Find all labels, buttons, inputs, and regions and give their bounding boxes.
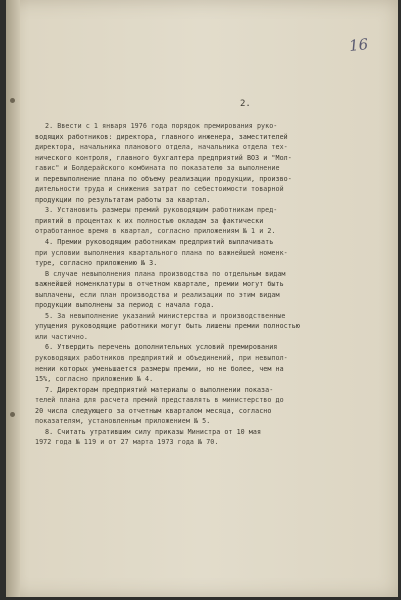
paragraph-6-line: руководящих работников предприятий и объединений, при невыпол- [35,354,288,363]
document-body [35,121,370,448]
paragraph-6-line: нении которых уменьшается размеры премии, но не более, чем на [35,364,284,373]
paragraph-6-line: 6. Утвердить перечень дополнительных условий премирования [45,343,278,352]
paragraph-7-line: показателям, установленным приложением № 5. [35,417,211,426]
page-number: 2. [240,99,251,109]
paragraph-1-line: продукции по результатам работы за квартал. [35,195,211,204]
paragraph-1-line: нического контроля, главного бухгалтера предприятий ВОЗ и "Мол- [35,153,292,162]
paragraph-1-line: директора, начальника планового отдела, начальника отдела тех- [35,143,288,152]
folio-number: 16 [348,35,369,55]
binding-edge [6,0,20,597]
paragraph-4-line: В случае невыполнения плана производства по отдельным видам [45,269,286,278]
paragraph-2-line: отработанное время в квартал, согласно приложениям № 1 и 2. [35,227,276,236]
paragraph-6-line: 15%, согласно приложению № 4. [35,375,154,384]
paragraph-7-line: 7. Директорам предприятий материалы о выполнении показа- [45,385,274,394]
paragraph-2-line: 3. Установить размеры премий руководящим работникам пред- [45,206,278,215]
paragraph-3-line: при условии выполнения квартального плана по важнейшей номенк- [35,248,288,257]
paragraph-1-line: гавис" и Болдерайского комбината по показателю за выполнение [35,164,280,173]
paragraph-4-line: продукции выполнены за период с начала года. [35,301,215,310]
binding-hole [10,98,15,103]
paragraph-5-line: упущения руководящие работники могут быть лишены премии полностью [35,322,300,331]
paragraph-5-line: или частично. [35,332,88,341]
paragraph-1-line: 2. Ввести с 1 января 1976 года порядок премирования руко- [45,122,278,130]
paragraph-7-line: телей плана для расчета премий представлять в министерство до [35,396,284,405]
paragraph-7-line: 20 числа следующего за отчетным кварталом месяца, согласно [35,406,272,415]
paragraph-8-line: 8. Считать утратившим силу приказы Министра от 10 мая [45,427,262,436]
paragraph-8-line: 1972 года № 119 и от 27 марта 1973 года № 70. [35,438,219,447]
paragraph-1-line: водящих работников: директора, главного инженера, заместителей [35,132,288,141]
paragraph-4-line: выплачены, если план производства и реализации по этим видам [35,290,280,299]
paragraph-5-line: 5. За невыполнение указаний министерства и производственные [45,311,286,320]
paragraph-1-line: дительности труда и снижения затрат по себестоимости товарной [35,185,284,194]
binding-hole [10,412,15,417]
paragraph-3-line: 4. Премии руководящим работникам предприятий выплачивать [45,238,274,247]
paragraph-1-line: и перевыполнение плана по объему реализации продукции, произво- [35,174,292,183]
paragraph-4-line: важнейшей номенклатуры в отчетном квартале, премии могут быть [35,280,284,289]
paragraph-2-line: приятий в процентах к их полностью окладам за фактически [35,216,264,225]
paragraph-3-line: туре, согласно приложению № 3. [35,259,158,268]
